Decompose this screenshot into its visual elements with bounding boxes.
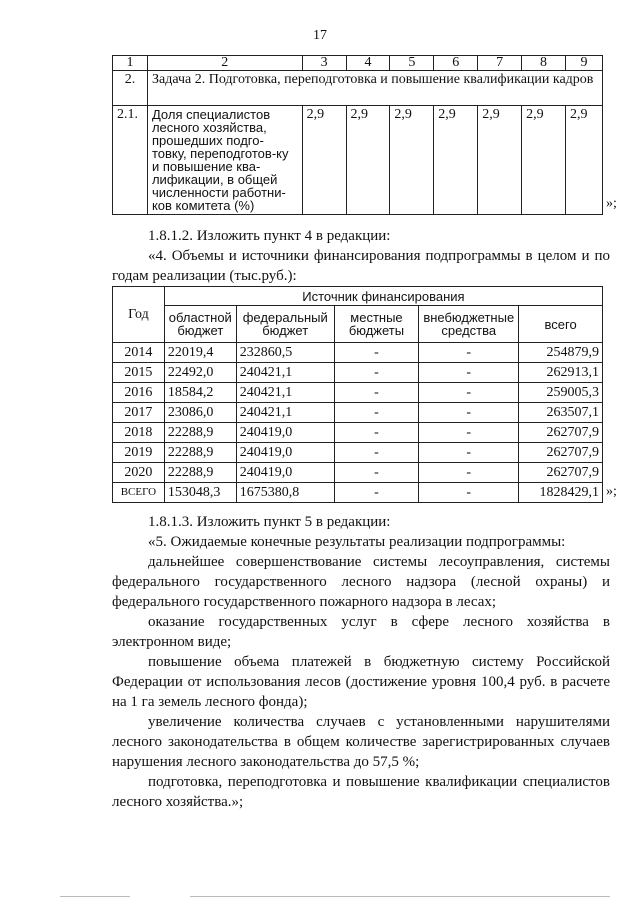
table-row — [113, 363, 603, 383]
regional-cell: 22492,0 — [164, 363, 236, 383]
header-cell: 9 — [565, 56, 602, 71]
task-number: 2. — [113, 71, 148, 106]
year-cell: 2017 — [113, 403, 165, 423]
task-text: Задача 2. Подготовка, переподготовка и повышение квалификации кадров — [147, 71, 602, 106]
header-cell: 2 — [147, 56, 302, 71]
header-cell: 7 — [478, 56, 522, 71]
item-1813: 1.8.1.3. Изложить пункт 5 в редакции: — [148, 514, 391, 530]
year-cell: 2015 — [113, 363, 165, 383]
table1-suffix: »; — [606, 196, 617, 211]
item-5-intro: «5. Ожидаемые конечные результаты реализации подпрограммы: — [148, 534, 566, 550]
value-cell: 2,9 — [565, 106, 602, 215]
year-cell: 2018 — [113, 423, 165, 443]
extra-cell: - — [419, 403, 519, 423]
federal-cell: 240419,0 — [236, 463, 334, 483]
result-4: увеличение количества случаев с установленными нарушителями лесного законодательства в общем количестве зарегистрированных случаев нарушения лесного законодательства до 57,5 %; — [112, 714, 610, 770]
financing-table — [112, 286, 603, 503]
local-cell: - — [334, 483, 419, 503]
total-cell: 262707,9 — [519, 423, 603, 443]
col-header-extra: внебюджетные средства — [419, 306, 519, 343]
header-cell: 6 — [434, 56, 478, 71]
table-row — [113, 423, 603, 443]
local-cell: - — [334, 443, 419, 463]
table-row — [113, 403, 603, 423]
row-number: 2.1. — [113, 106, 148, 215]
item-1812: 1.8.1.2. Изложить пункт 4 в редакции: — [148, 228, 391, 244]
total-cell: 262707,9 — [519, 463, 603, 483]
indicators-table — [112, 55, 603, 215]
col-header-local: местные бюджеты — [334, 306, 419, 343]
extra-cell: - — [419, 443, 519, 463]
value-cell: 2,9 — [390, 106, 434, 215]
table2-suffix: »; — [606, 484, 617, 499]
header-cell: 4 — [346, 56, 390, 71]
regional-cell: 22288,9 — [164, 423, 236, 443]
table-header-row — [113, 287, 603, 306]
table-subheader-row — [113, 306, 603, 343]
value-cell: 2,9 — [478, 106, 522, 215]
regional-cell: 153048,3 — [164, 483, 236, 503]
page-number: 17 — [313, 28, 327, 43]
regional-cell: 22288,9 — [164, 443, 236, 463]
regional-cell: 18584,2 — [164, 383, 236, 403]
year-cell: 2020 — [113, 463, 165, 483]
footer-divider — [190, 896, 610, 897]
year-cell: ВСЕГО — [113, 483, 165, 503]
total-cell: 262707,9 — [519, 443, 603, 463]
regional-cell: 23086,0 — [164, 403, 236, 423]
extra-cell: - — [419, 343, 519, 363]
federal-cell: 1675380,8 — [236, 483, 334, 503]
value-cell: 2,9 — [434, 106, 478, 215]
value-cell: 2,9 — [346, 106, 390, 215]
federal-cell: 240419,0 — [236, 423, 334, 443]
header-cell: 8 — [522, 56, 566, 71]
source-header: Источник финансирования — [164, 287, 602, 306]
row-description: Доля специалистов лесного хозяйства, прошедших подго-товку, переподготов-ку и повышение ква-лификации, в общей численности работни-ков комитета (%) — [147, 106, 302, 215]
item-4-intro: «4. Объемы и источники финансирования подпрограммы в целом и по годам реализации (тыс.руб.): — [112, 248, 610, 284]
year-cell: 2016 — [113, 383, 165, 403]
federal-cell: 232860,5 — [236, 343, 334, 363]
local-cell: - — [334, 423, 419, 443]
col-header-total: всего — [519, 306, 603, 343]
federal-cell: 240421,1 — [236, 403, 334, 423]
value-cell: 2,9 — [522, 106, 566, 215]
total-cell: 254879,9 — [519, 343, 603, 363]
table-row — [113, 443, 603, 463]
total-cell: 262913,1 — [519, 363, 603, 383]
total-cell: 259005,3 — [519, 383, 603, 403]
value-cell: 2,9 — [302, 106, 346, 215]
result-1: дальнейшее совершенствование системы лесоуправления, системы федерального государственного лесного надзора (лесной охраны) и федерального государственного пожарного надзора в лесах; — [112, 554, 610, 610]
federal-cell: 240419,0 — [236, 443, 334, 463]
task-row — [113, 71, 603, 106]
extra-cell: - — [419, 483, 519, 503]
header-cell: 1 — [113, 56, 148, 71]
table-header-row — [113, 56, 603, 71]
result-5: подготовка, переподготовка и повышение квалификации специалистов лесного хозяйства.»; — [112, 774, 610, 810]
result-3: повышение объема платежей в бюджетную систему Российской Федерации от использования лесов (достижение уровня 100,4 руб. в расчете на 1 га земель лесного фонда); — [112, 654, 610, 710]
local-cell: - — [334, 343, 419, 363]
year-cell: 2019 — [113, 443, 165, 463]
extra-cell: - — [419, 363, 519, 383]
regional-cell: 22019,4 — [164, 343, 236, 363]
federal-cell: 240421,1 — [236, 383, 334, 403]
regional-cell: 22288,9 — [164, 463, 236, 483]
header-cell: 5 — [390, 56, 434, 71]
indicator-row — [113, 106, 603, 215]
extra-cell: - — [419, 463, 519, 483]
footer-divider — [60, 896, 130, 897]
extra-cell: - — [419, 383, 519, 403]
federal-cell: 240421,1 — [236, 363, 334, 383]
local-cell: - — [334, 383, 419, 403]
total-cell: 263507,1 — [519, 403, 603, 423]
year-header: Год — [113, 287, 165, 343]
table-row — [113, 343, 603, 363]
table-row — [113, 383, 603, 403]
col-header-regional: областной бюджет — [164, 306, 236, 343]
extra-cell: - — [419, 423, 519, 443]
local-cell: - — [334, 403, 419, 423]
table-row — [113, 463, 603, 483]
local-cell: - — [334, 363, 419, 383]
header-cell: 3 — [302, 56, 346, 71]
result-2: оказание государственных услуг в сфере лесного хозяйства в электронном виде; — [112, 614, 610, 650]
local-cell: - — [334, 463, 419, 483]
total-cell: 1828429,1 — [519, 483, 603, 503]
total-row — [113, 483, 603, 503]
year-cell: 2014 — [113, 343, 165, 363]
col-header-federal: федеральный бюджет — [236, 306, 334, 343]
